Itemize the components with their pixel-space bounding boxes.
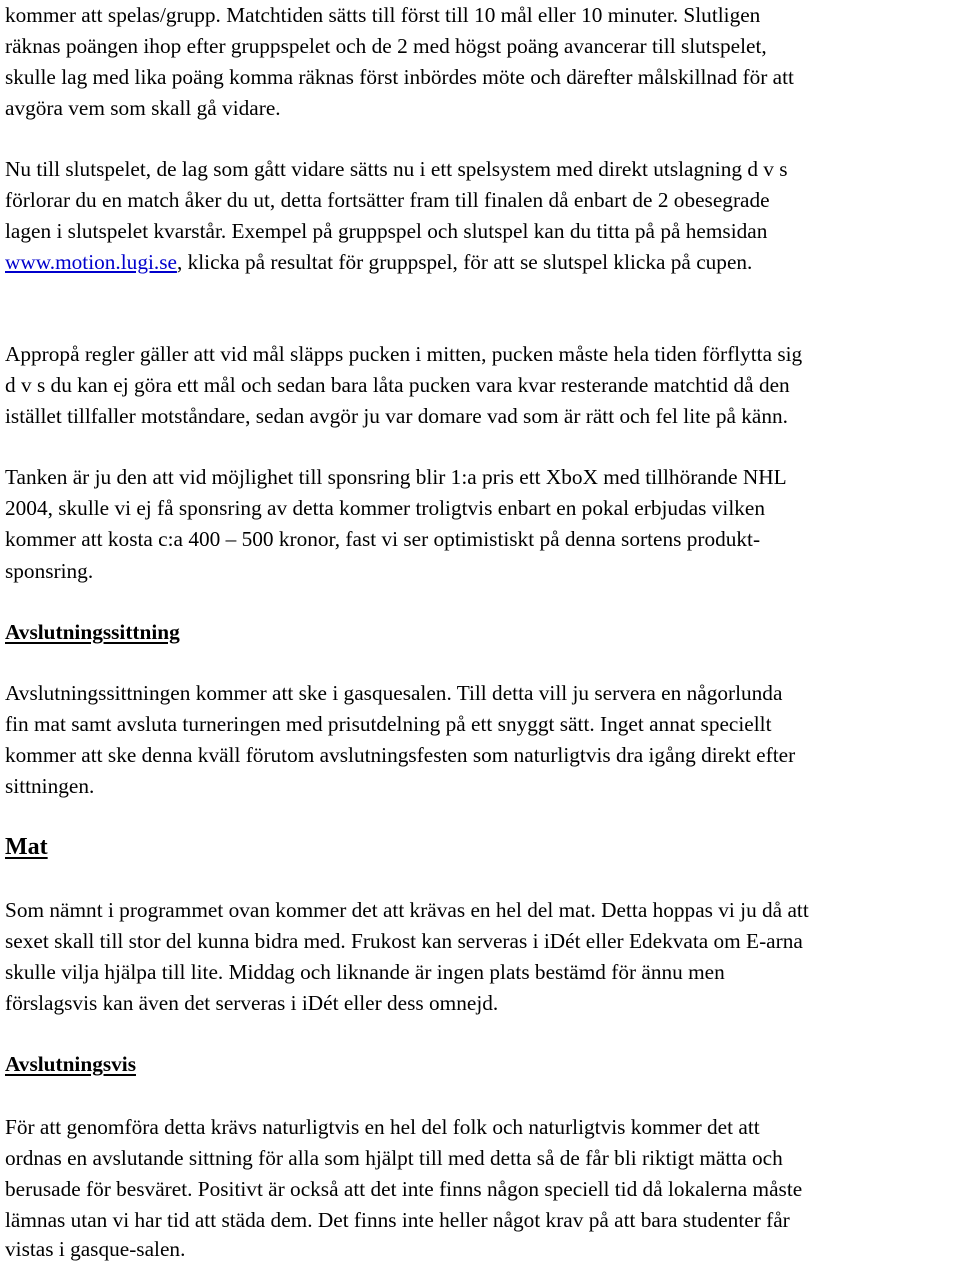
text-line: sponsring.: [5, 559, 94, 583]
text-line: räknas poängen ihop efter gruppspelet och de 2 med högst poäng avancerar till slutspelet,: [5, 34, 767, 58]
text-line: sittningen.: [5, 774, 95, 798]
section-heading: Mat: [5, 834, 48, 860]
text-line: avgöra vem som skall gå vidare.: [5, 96, 281, 120]
text-line: ordnas en avslutande sittning för alla som hjälpt till med detta så de får bli riktigt mätta och: [5, 1146, 783, 1170]
text-line: kommer att kosta c:a 400 – 500 kronor, fast vi ser optimistiskt på denna sortens produkt-: [5, 527, 761, 551]
text-line: lämnas utan vi har tid att städa dem. Det finns inte heller något krav på att bara studenter får: [5, 1208, 790, 1232]
text-line: För att genomföra detta krävs naturligtvis en hel del folk och naturligtvis kommer det att: [5, 1115, 760, 1139]
text-line: kommer att ske denna kväll förutom avslutningsfesten som naturligtvis dra igång direkt efter: [5, 743, 796, 767]
text-line: istället tillfaller motståndare, sedan avgör ju var domare vad som är rätt och fel lite på känn.: [5, 404, 788, 428]
text-line: Appropå regler gäller att vid mål släpps pucken i mitten, pucken måste hela tiden förflytta sig: [5, 342, 803, 366]
text-line: skulle lag med lika poäng komma räknas först inbördes möte och därefter målskillnad för att: [5, 65, 794, 89]
text-line: fin mat samt avsluta turneringen med prisutdelning på ett snyggt sätt. Inget annat speciellt: [5, 712, 772, 736]
text-line: Som nämnt i programmet ovan kommer det att krävas en hel del mat. Detta hoppas vi ju då att: [5, 898, 809, 922]
text-line: vistas i gasque-salen.: [5, 1237, 186, 1261]
text-line: skulle vilja hjälpa till lite. Middag och liknande är ingen plats bestämd för ännu men: [5, 960, 725, 984]
text-line: lagen i slutspelet kvarstår. Exempel på gruppspel och slutspel kan du titta på på hemsidan: [5, 219, 768, 243]
text-line: sexet skall till stor del kunna bidra med. Frukost kan serveras i iDét eller Edekvata om E-arna: [5, 929, 803, 953]
text-line: Avslutningssittningen kommer att ske i gasquesalen. Till detta vill ju servera en någorlunda: [5, 681, 783, 705]
section-heading: Avslutningsvis: [5, 1052, 136, 1076]
link-trailing-text: , klicka på resultat för gruppspel, för att se slutspel klicka på cupen.: [176, 250, 753, 274]
text-line: d v s du kan ej göra ett mål och sedan bara låta pucken vara kvar resterande matchtid då den: [5, 373, 790, 397]
text-line: förslagsvis kan även det serveras i iDét eller dess omnejd.: [5, 991, 499, 1015]
text-line: Tanken är ju den att vid möjlighet till sponsring blir 1:a pris ett XboX med tillhörande NHL: [5, 465, 787, 489]
website-link[interactable]: www.motion.lugi.se: [5, 250, 177, 274]
text-line: kommer att spelas/grupp. Matchtiden sätts till först till 10 mål eller 10 minuter. Slutligen: [5, 3, 761, 27]
text-line: [5, 247, 752, 278]
text-line: förlorar du en match åker du ut, detta fortsätter fram till finalen då enbart de 2 obesegrade: [5, 188, 770, 212]
text-line: 2004, skulle vi ej få sponsring av detta kommer troligtvis enbart en pokal erbjudas vilken: [5, 496, 766, 520]
text-line: Nu till slutspelet, de lag som gått vidare sätts nu i ett spelsystem med direkt utslagning d v s: [5, 157, 788, 181]
text-line: berusade för besväret. Positivt är också att det inte finns någon speciell tid då lokalerna måste: [5, 1177, 803, 1201]
section-heading: Avslutningssittning: [5, 620, 180, 644]
